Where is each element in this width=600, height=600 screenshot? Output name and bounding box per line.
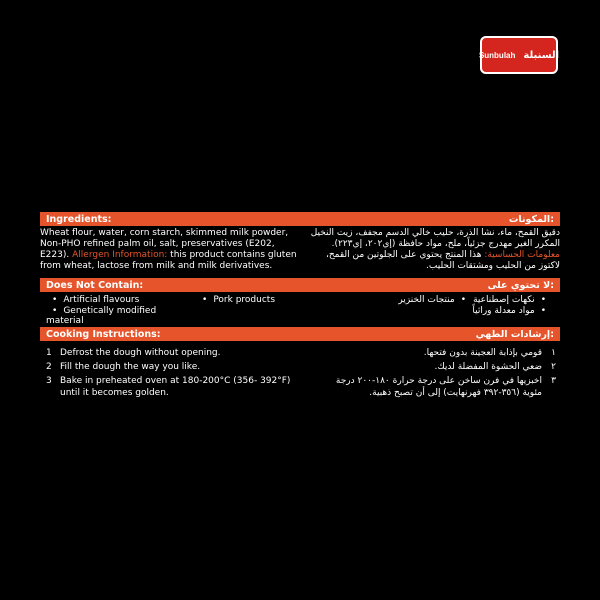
list-item: • نكهات إصطناعية xyxy=(472,295,552,306)
ingredients-list-en: Wheat flour, water, corn starch, skimmed milk powder, Non-PHO refined palm oil, salt, preservatives (E202, E223). xyxy=(40,228,289,260)
step-item xyxy=(46,361,296,373)
step-text: Defrost the dough without opening. xyxy=(60,348,221,358)
list-item: • Genetically modified material xyxy=(46,306,196,317)
ingredients-title-ar: المكونات: xyxy=(508,213,554,225)
step-number: 3 xyxy=(46,376,52,386)
step-number: ١ xyxy=(551,348,556,358)
step-number: ٣ xyxy=(551,376,556,386)
allergen-text-en: this product contains gluten from wheat, lactose from milk and milk derivatives. xyxy=(40,250,297,271)
allergen-label-ar: معلومات الحساسية: xyxy=(484,250,560,260)
step-number: 1 xyxy=(46,348,52,358)
step-text: Fill the dough the way you like. xyxy=(60,362,201,372)
cooking-title-en: Cooking Instructions: xyxy=(46,328,161,340)
sunbulah-logo xyxy=(480,36,558,74)
does-not-contain-list-en xyxy=(40,295,296,326)
step-number: 2 xyxy=(46,362,52,372)
step-text: ضعي الحشوة المفضلة لديك. xyxy=(434,362,542,372)
does-not-contain-section xyxy=(40,278,560,326)
step-item xyxy=(46,347,296,359)
step-item xyxy=(46,375,296,399)
cooking-steps-ar xyxy=(316,347,560,401)
does-not-contain-header xyxy=(40,278,560,292)
allergen-text-ar: هذا المنتج يحتوي على الجلوتين من القمح، لاكتوز من الحليب ومشتقات الحليب. xyxy=(325,250,560,271)
cooking-header xyxy=(40,327,560,341)
step-text: اخبزيها في فرن ساخن على درجة حرارة ١٨٠-٢٠٠ درجة مئوية (٣٥٦-٣٩٢ فهرنهايت) إلى أن تصبح ذهبية. xyxy=(335,376,542,398)
cooking-title-ar: إرشادات الطهي: xyxy=(475,328,554,340)
allergen-label-en: Allergen Information: xyxy=(72,250,168,260)
cooking-steps-en xyxy=(40,347,296,401)
step-item xyxy=(316,361,556,373)
step-item xyxy=(316,347,556,359)
list-item: • Artificial flavours xyxy=(46,295,196,306)
cooking-instructions-section xyxy=(40,327,560,401)
does-not-contain-list-ar xyxy=(352,295,560,317)
logo-english: Sunbulah xyxy=(478,50,516,60)
ingredients-header xyxy=(40,212,560,226)
list-item: • منتجات الخنزير xyxy=(352,295,472,306)
does-not-contain-title-ar: لا تحتوي على: xyxy=(487,279,554,291)
step-text: قومي بإذابة العجينة بدون فتحها. xyxy=(423,348,542,358)
ingredients-title-en: Ingredients: xyxy=(46,213,112,225)
step-item xyxy=(316,375,556,399)
ingredients-text-ar xyxy=(310,228,560,272)
does-not-contain-title-en: Does Not Contain: xyxy=(46,279,144,291)
logo-arabic: السنبلة xyxy=(523,49,560,61)
step-text: Bake in preheated oven at 180-200°C (356- 392°F) until it becomes golden. xyxy=(60,376,291,398)
step-number: ٢ xyxy=(551,362,556,372)
ingredients-section xyxy=(40,212,560,272)
list-item: • مواد معدلة وراثياً xyxy=(472,306,552,317)
ingredients-text-en xyxy=(40,228,298,272)
ingredients-list-ar: دقيق القمح، ماء، نشا الذرة، حليب خالي الدسم مجفف، زيت النخيل المكرر الغير مهدرج جزئياً، ملح، مواد حافظة (إي٢٠٢، إي٢٢٣). xyxy=(310,228,560,249)
list-item: • Pork products xyxy=(196,295,296,306)
